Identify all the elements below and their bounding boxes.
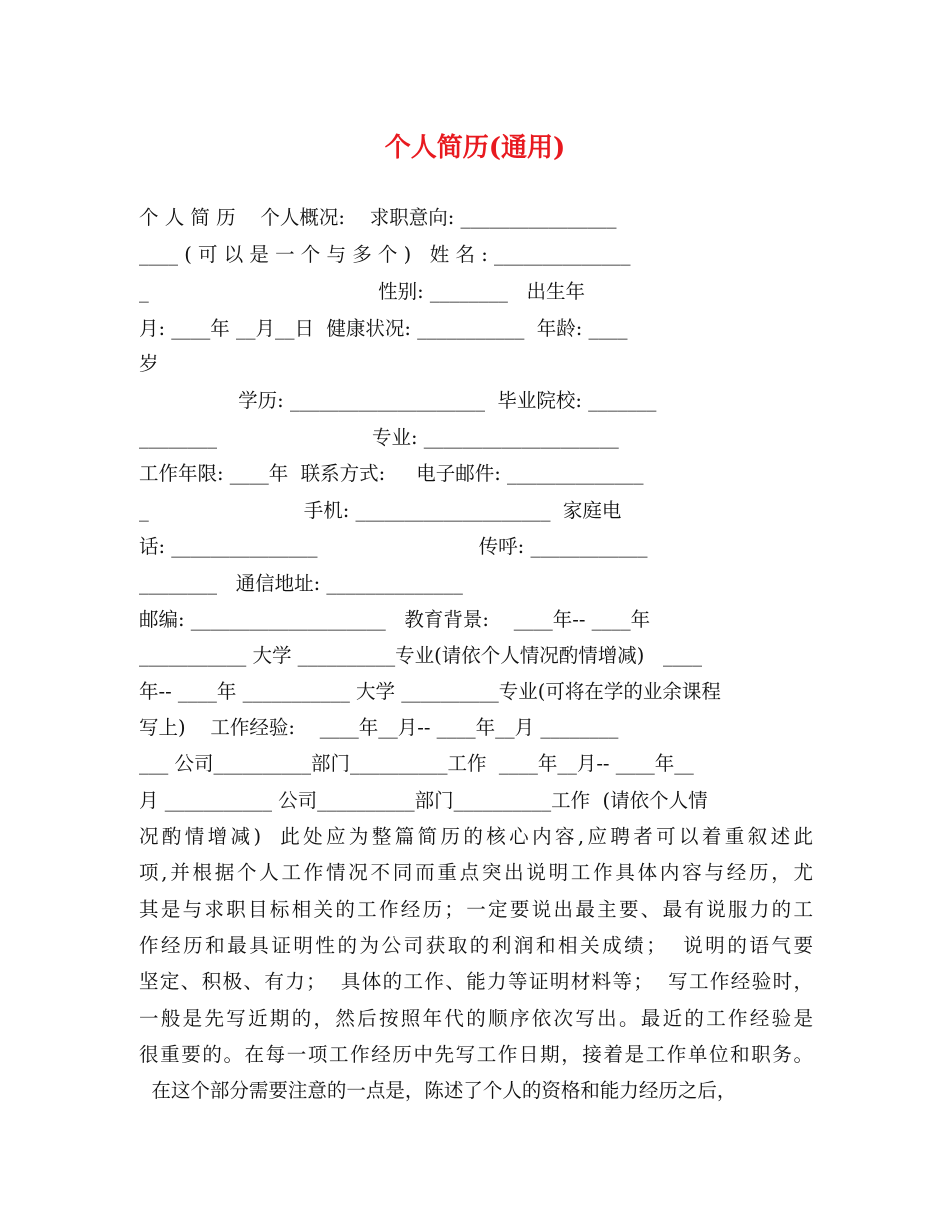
text-line: ___________ 大学 __________专业(请依个人情况酌情增减) ____ (139, 644, 702, 667)
text-line: ____ ( 可 以 是 一 个 与 多 个 ) 姓 名 : ______________ (139, 243, 631, 266)
text-line: ________ 通信地址: ______________ (139, 572, 463, 595)
text-line: 一般是先写近期的，然后按照年代的顺序依次写出。最近的工作经验是 (139, 1007, 813, 1030)
text-line: 工作年限: ____年 联系方式: 电子邮件: ______________ (139, 462, 644, 485)
text-line: 年-- ____年 ___________ 大学 __________专业(可将在学的业余课程 (139, 680, 721, 703)
text-line: 岁 (139, 352, 159, 375)
text-line: 其是与求职目标相关的工作经历；一定要说出最主要、最有说服力的工 (139, 898, 813, 921)
text-line: 写上) 工作经验: ____年__月-- ____年__月 ________ (139, 716, 619, 739)
text-line: ________ 专业: ____________________ (139, 426, 619, 449)
text-line: 月: ____年 __月__日 健康状况: ___________ 年龄: ____ (139, 317, 628, 340)
text-line: 邮编: ____________________ 教育背景: ____年-- ____年 (139, 608, 651, 631)
text-line: 个 人 简 历 个人概况: 求职意向: ________________ (139, 206, 617, 229)
text-line: 坚定、积极、有力； 具体的工作、能力等证明材料等； 写工作经验时， (139, 970, 813, 993)
text-line: 很重要的。在每一项工作经历中先写工作日期，接着是工作单位和职务。 (139, 1043, 813, 1066)
text-line: _ 性别: ________ 出生年 (139, 280, 585, 303)
text-line: 作经历和最具证明性的为公司获取的利润和相关成绩； 说明的语气要 (139, 934, 813, 957)
text-line: _ 手机: ____________________ 家庭电 (139, 499, 622, 522)
text-line: 月 ___________ 公司__________部门__________工作 (请依个人情 (139, 789, 708, 812)
text-line: 话: _______________ 传呼: ____________ (139, 535, 648, 558)
text-line: 学历: ____________________ 毕业院校: _______ (139, 389, 657, 412)
text-line: 在这个部分需要注意的一点是，陈述了个人的资格和能力经历之后， (139, 1079, 737, 1102)
text-line: ___ 公司__________部门__________工作 ____年__月-- ____年__ (139, 752, 694, 775)
text-line: 况酌情增减) 此处应为整篇简历的核心内容,应聘者可以着重叙述此 (139, 825, 813, 848)
document-title: 个人简历(通用) (384, 133, 566, 163)
text-line: 项,并根据个人工作情况不同而重点突出说明工作具体内容与经历，尤 (139, 861, 813, 884)
